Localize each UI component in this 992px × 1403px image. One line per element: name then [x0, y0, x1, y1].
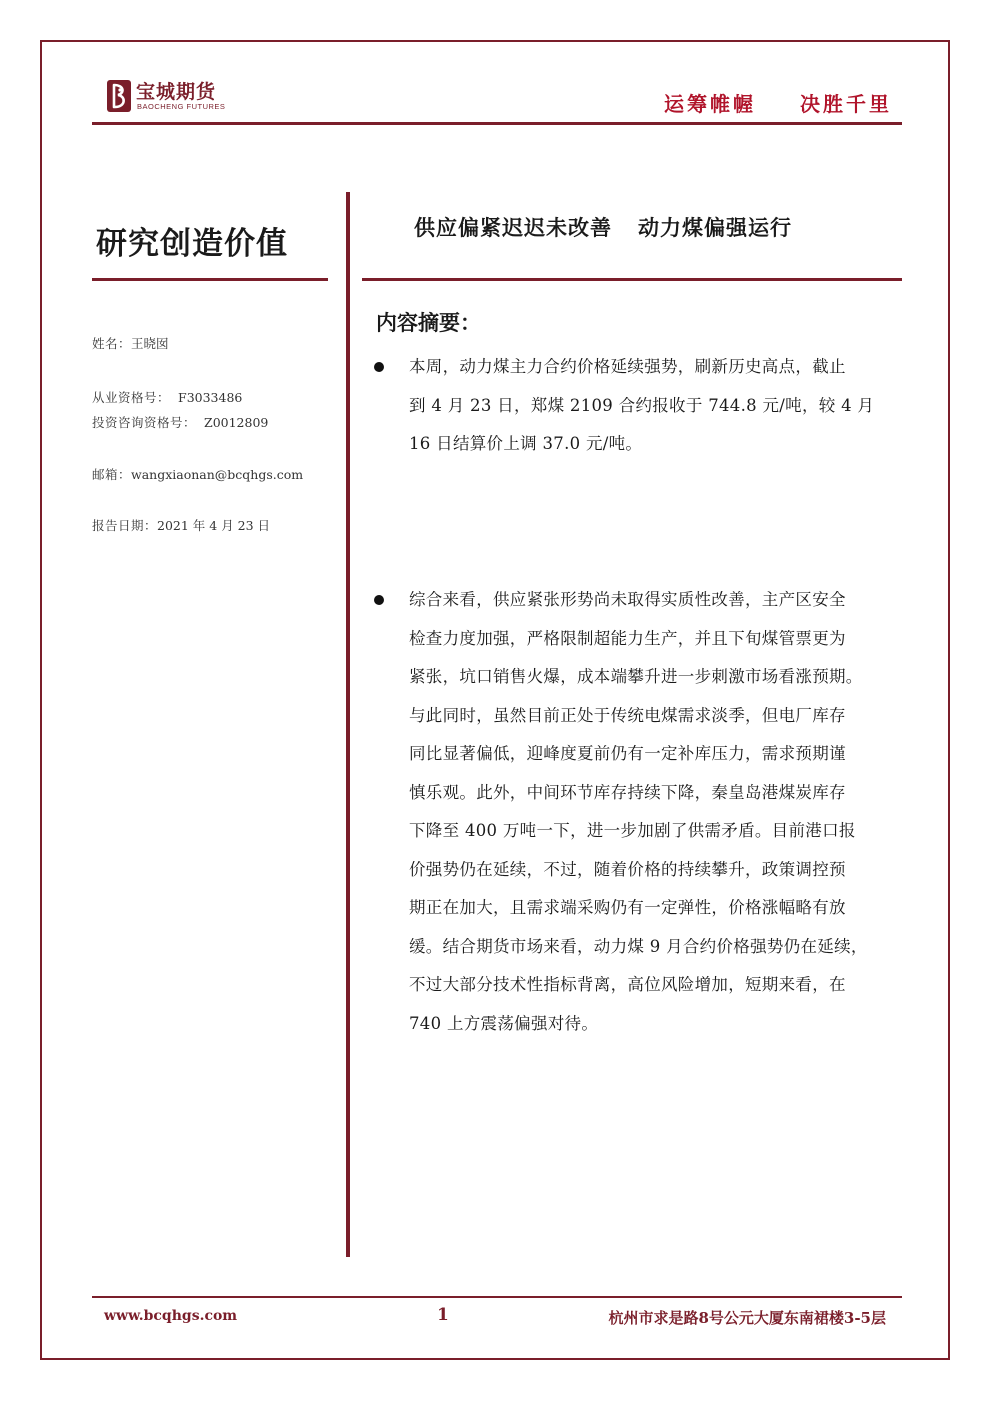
footer-address: 杭州市求是路8号公元大厦东南裙楼3-5层 — [608, 1309, 886, 1327]
logo-chinese-name: 宝城期货 — [136, 81, 217, 103]
page-number: 1 — [437, 1305, 449, 1325]
abstract-paragraph-1 — [409, 348, 929, 464]
paragraph-line: 紧张，坑口销售火爆，成本端攀升进一步刺激市场看涨预期。 — [409, 667, 863, 686]
analyst-name-value: 王晓囡 — [131, 336, 169, 351]
slogan-part-1: 运筹帷幄 — [664, 92, 756, 116]
analyst-name — [92, 334, 169, 352]
report-date-value: 2021 年 4 月 23 日 — [157, 518, 271, 533]
column-divider — [346, 192, 350, 1257]
bullet-icon — [372, 593, 386, 607]
paragraph-line: 16 日结算价上调 37.0 元/吨。 — [409, 434, 643, 453]
paragraph-line: 本周，动力煤主力合约价格延续强势，刷新历史高点，截止 — [409, 357, 846, 376]
header-divider — [92, 122, 902, 125]
logo-english-name: BAOCHENG FUTURES — [137, 102, 226, 111]
footer-website-link[interactable]: www.bcqhgs.com — [104, 1308, 238, 1324]
paragraph-line: 与此同时，虽然目前正处于传统电煤需求淡季，但电厂库存 — [409, 705, 846, 725]
practice-license-label: 从业资格号： — [92, 390, 171, 405]
logo-mark-icon — [106, 79, 132, 113]
slogan-part-2: 决胜千里 — [800, 92, 892, 116]
consult-license — [92, 413, 268, 431]
paragraph-line: 不过大部分技术性指标背离，高位风险增加，短期来看，在 — [409, 975, 846, 994]
report-title — [414, 212, 792, 242]
paragraph-line: 检查力度加强，严格限制超能力生产，并且下旬煤管票更为 — [409, 628, 846, 648]
paragraph-line: 740 上方震荡偏强对待。 — [409, 1013, 599, 1033]
bullet-icon — [372, 360, 386, 374]
left-title-rule — [92, 278, 328, 281]
practice-license — [92, 388, 242, 406]
report-date-label: 报告日期： — [92, 518, 158, 533]
practice-license-value: F3033486 — [178, 390, 243, 405]
consult-license-label: 投资咨询资格号： — [92, 415, 197, 430]
paragraph-line: 综合来看，供应紧张形势尚未取得实质性改善，主产区安全 — [409, 590, 846, 609]
consult-license-value: Z0012809 — [204, 415, 269, 430]
company-logo — [106, 77, 266, 117]
analyst-email — [92, 465, 303, 483]
analyst-email-label: 邮箱： — [92, 467, 132, 482]
paragraph-line: 慎乐观。此外，中间环节库存持续下降，秦皇岛港煤炭库存 — [409, 782, 846, 802]
paragraph-line: 期正在加大，且需求端采购仍有一定弹性，价格涨幅略有放 — [409, 898, 846, 917]
research-slogan-title: 研究创造价值 — [96, 226, 288, 262]
abstract-heading: 内容摘要： — [376, 310, 481, 335]
paragraph-line: 缓。结合期货市场来看，动力煤 9 月合约价格强势仍在延续， — [409, 936, 868, 956]
abstract-paragraph-2 — [409, 581, 929, 1043]
analyst-email-value[interactable]: wangxiaonan@bcqhgs.com — [131, 467, 304, 482]
right-title-rule — [362, 278, 902, 281]
analyst-name-label: 姓名： — [92, 336, 132, 351]
report-date — [92, 516, 270, 534]
paragraph-line: 价强势仍在延续，不过，随着价格的持续攀升，政策调控预 — [409, 859, 846, 879]
paragraph-line: 同比显著偏低，迎峰度夏前仍有一定补库压力，需求预期谨 — [409, 744, 846, 763]
paragraph-line: 下降至 400 万吨一下，进一步加剧了供需矛盾。目前港口报 — [409, 821, 856, 840]
report-title-part-2: 动力煤偏强运行 — [638, 215, 792, 240]
paragraph-line: 到 4 月 23 日，郑煤 2109 合约报收于 744.8 元/吨，较 4 月 — [409, 395, 875, 415]
report-title-part-1: 供应偏紧迟迟未改善 — [414, 215, 612, 240]
footer-divider — [92, 1296, 902, 1298]
header-slogan — [664, 88, 892, 117]
